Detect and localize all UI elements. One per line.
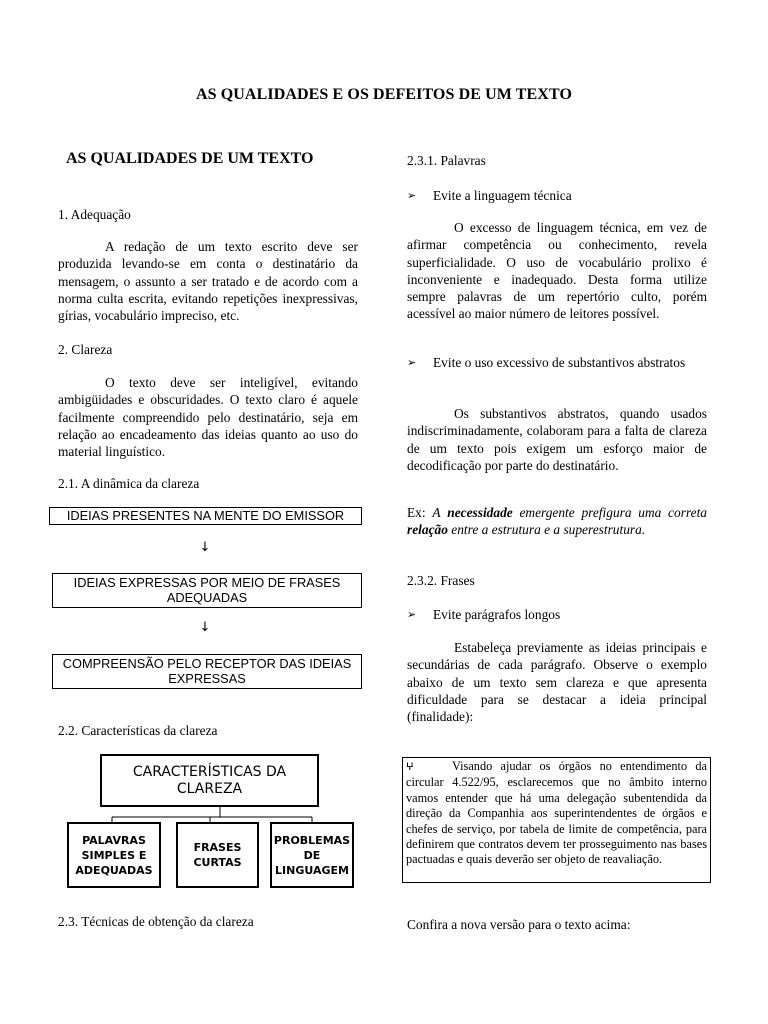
paragraph-frases: Estabeleça previamente as ideias principais e secundárias de cada parágrafo. Observe o exemplo abaixo de um texto sem clareza e que apresenta dificuldade para se destacar a ideia principal (finalidade): xyxy=(407,640,707,725)
quote-symbol-icon: ⵖ xyxy=(406,762,414,773)
down-arrow-icon: ↓ xyxy=(199,540,211,555)
down-arrow-icon: ↓ xyxy=(199,620,211,635)
section-title: AS QUALIDADES DE UM TEXTO xyxy=(66,150,314,167)
example-sentence: Ex: A necessidade emergente prefigura uma correta relação entre a estrutura e a superestrutura. xyxy=(407,505,707,538)
arrow-bullet-icon: ➢ xyxy=(407,608,417,621)
heading-caracteristicas: 2.2. Características da clareza xyxy=(58,723,218,738)
diagram-box-problemas: PROBLEMAS DE LINGUAGEM xyxy=(270,822,354,888)
heading-dinamica: 2.1. A dinâmica da clareza xyxy=(58,476,200,491)
heading-clareza: 2. Clareza xyxy=(58,342,113,357)
document-title: AS QUALIDADES E OS DEFEITOS DE UM TEXTO xyxy=(195,86,572,103)
paragraph-substantivos: Os substantivos abstratos, quando usados indiscriminadamente, colaboram para a falta de clareza de um texto pois exigem um esforço maior de decodificação por parte do destinatário. xyxy=(407,406,707,473)
bullet-substantivos: ➢ Evite o uso excessivo de substantivos abstratos xyxy=(407,355,686,370)
heading-palavras: 2.3.1. Palavras xyxy=(407,153,486,168)
diagram-box-palavras: PALAVRAS SIMPLES E ADEQUADAS xyxy=(67,822,161,888)
arrow-bullet-icon: ➢ xyxy=(407,189,417,202)
bullet-paragrafos: ➢ Evite parágrafos longos xyxy=(407,607,561,622)
heading-adequacao: 1. Adequação xyxy=(58,207,131,222)
flow-box-emissor: IDEIAS PRESENTES NA MENTE DO EMISSOR xyxy=(49,507,362,525)
example-quote-box: ⵖ Visando ajudar os órgãos no entendimento da circular 4.522/95, esclarecemos que no âmbito interno vamos entender que há uma delegação subentendida da direção da Companhia aos superintendentes de órgãos e chefes de serviço, por tabela de limite de competência, para definirem que contratos devem ter prosseguimento nas bases pactuadas e quais deverão ser objeto de reavaliação. xyxy=(402,757,711,883)
paragraph-linguagem-tecnica: O excesso de linguagem técnica, em vez de afirmar competência ou conhecimento, revela superficialidade. O uso de vocabulário prolixo é inconveniente e inadequado. Desta forma utilize sempre palavras de um repertório culto, porém acessível ao maior número de leitores possível. xyxy=(407,220,707,322)
closing-text: Confira a nova versão para o texto acima: xyxy=(407,917,631,932)
diagram-box-frases: FRASES CURTAS xyxy=(176,822,259,888)
bullet-linguagem-tecnica: ➢ Evite a linguagem técnica xyxy=(407,188,572,203)
diagram-root-box: CARACTERÍSTICAS DA CLAREZA xyxy=(100,754,319,807)
heading-tecnicas: 2.3. Técnicas de obtenção da clareza xyxy=(58,914,254,929)
arrow-bullet-icon: ➢ xyxy=(407,356,417,369)
paragraph-clareza: O texto deve ser inteligível, evitando ambigüidades e obscuridades. O texto claro é aquele facilmente compreendido pelo destinatário, seja em relação ao encadeamento das ideias quanto ao uso do material linguístico. xyxy=(58,375,358,460)
flow-box-frases: IDEIAS EXPRESSAS POR MEIO DE FRASES ADEQUADAS xyxy=(52,573,362,608)
paragraph-adequacao: A redação de um texto escrito deve ser produzida levando-se em conta o destinatário da mensagem, o assunto a ser tratado e de acordo com a norma culta escrita, evitando repetições inexpressivas, gírias, vocabulário impreciso, etc. xyxy=(58,239,358,324)
flow-box-receptor: COMPREENSÃO PELO RECEPTOR DAS IDEIAS EXPRESSAS xyxy=(52,654,362,689)
heading-frases: 2.3.2. Frases xyxy=(407,573,475,588)
